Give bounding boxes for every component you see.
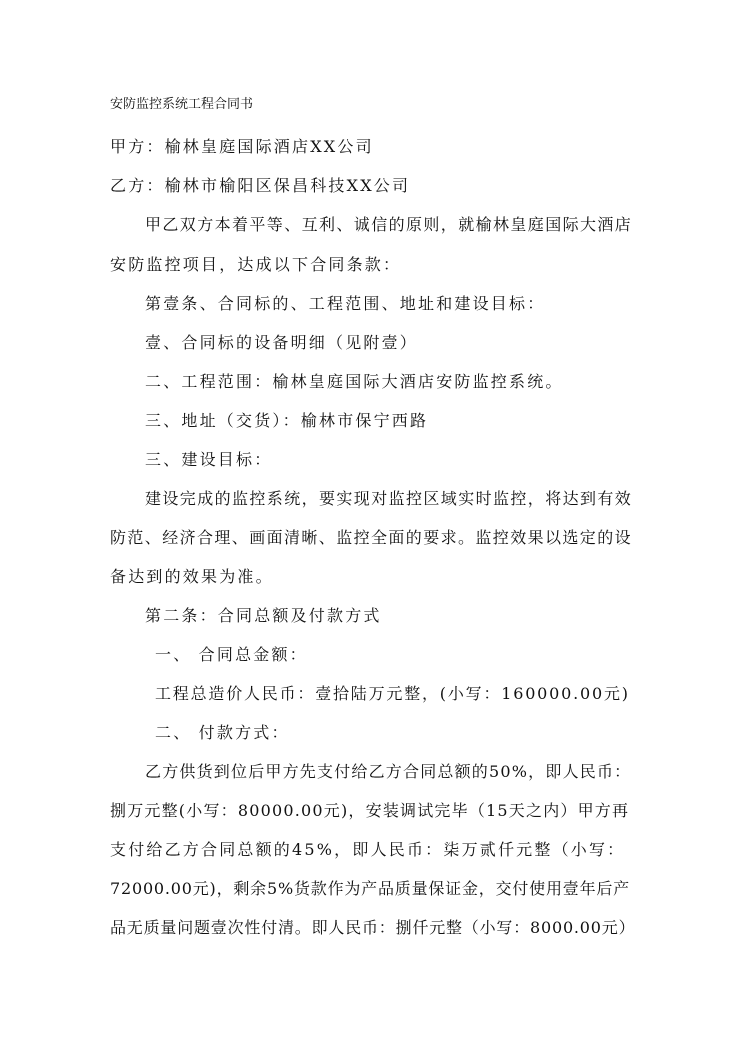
article-2-heading: 第二条：合同总额及付款方式 bbox=[145, 606, 382, 625]
article-1-item-4: 三、建设目标： bbox=[145, 450, 273, 469]
payment-line-5: 品无质量问题壹次性付清。即人民币：捌仟元整（小写：8000.00元） bbox=[110, 918, 636, 937]
goal-line-3: 备达到的效果为准。 bbox=[110, 567, 274, 586]
payment-line-3: 支付给乙方合同总额的45%，即人民币：柒万贰仟元整（小写： bbox=[110, 840, 626, 859]
article-2-sub-1: 一、 合同总金额： bbox=[155, 645, 308, 664]
article-1-item-3: 三、地址（交货）：榆林市保宁西路 bbox=[145, 411, 429, 430]
article-1-item-2: 二、工程范围：榆林皇庭国际大酒店安防监控系统。 bbox=[145, 372, 564, 391]
article-2-sub-2: 二、 付款方式： bbox=[155, 723, 290, 742]
party-b: 乙方：榆林市榆阳区保昌科技XX公司 bbox=[110, 176, 411, 195]
article-1-item-1: 壹、合同标的设备明细（见附壹） bbox=[145, 333, 419, 352]
document-title: 安防监控系统工程合同书 bbox=[110, 97, 254, 112]
payment-line-2: 捌万元整(小写：80000.00元)，安装调试完毕（15天之内）甲方再 bbox=[110, 801, 630, 820]
intro-line-2: 安防监控项目，达成以下合同条款： bbox=[110, 255, 402, 274]
intro-line-1: 甲乙双方本着平等、互利、诚信的原则，就榆林皇庭国际大酒店 bbox=[145, 215, 633, 234]
goal-line-1: 建设完成的监控系统，要实现对监控区域实时监控，将达到有效 bbox=[145, 489, 633, 508]
article-2-total: 工程总造价人民币：壹拾陆万元整，(小写：160000.00元) bbox=[155, 684, 630, 703]
goal-line-2: 防范、经济合理、画面清晰、监控全面的要求。监控效果以选定的设 bbox=[110, 528, 633, 547]
payment-line-4: 72000.00元)，剩余5%货款作为产品质量保证金，交付使用壹年后产 bbox=[110, 879, 630, 898]
payment-line-1: 乙方供货到位后甲方先支付给乙方合同总额的50%，即人民币： bbox=[145, 762, 632, 781]
article-1-heading: 第壹条、合同标的、工程范围、地址和建设目标： bbox=[145, 294, 546, 313]
party-a: 甲方：榆林皇庭国际酒店XX公司 bbox=[110, 137, 374, 156]
